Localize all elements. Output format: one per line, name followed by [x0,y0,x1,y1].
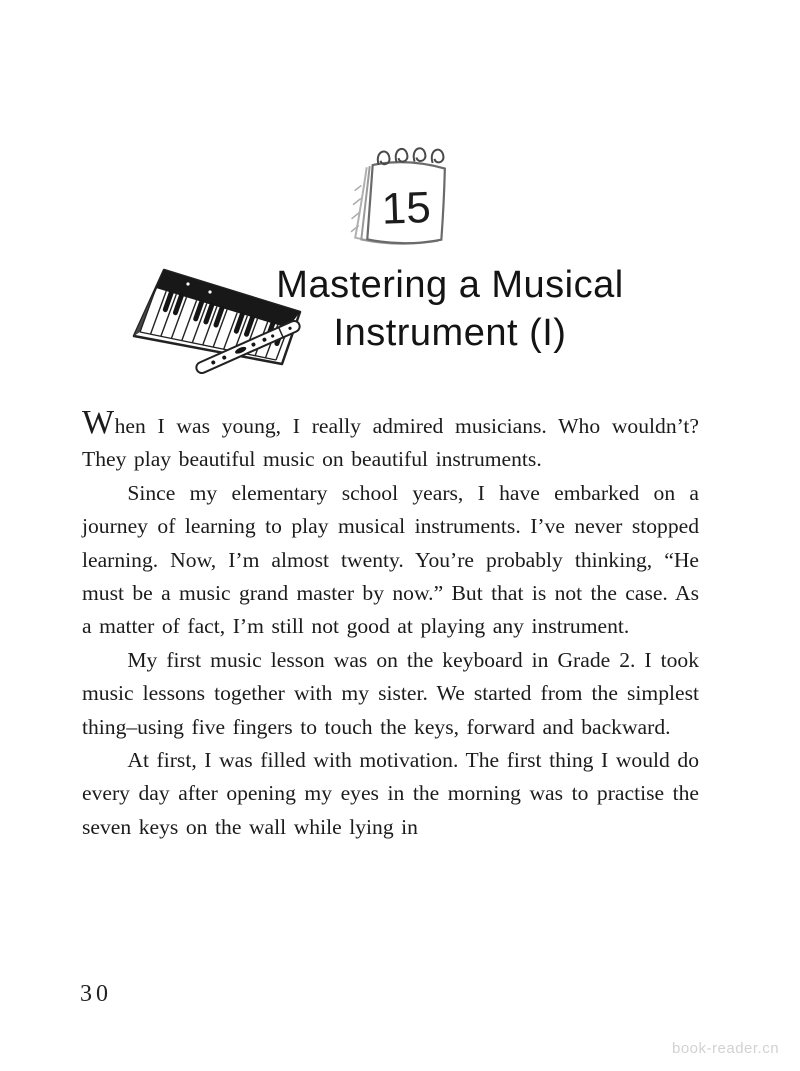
lesson-title [248,261,652,357]
paragraph-1-text: hen I was young, I really admired musicians. Who wouldn’t? They play beautiful music on beautiful instruments. [82,414,699,472]
calendar-icon [338,142,468,260]
page-number: 30 [80,981,112,1007]
lesson-text [82,404,699,844]
drop-cap: W [82,404,115,441]
paragraph-3: My first music lesson was on the keyboard in Grade 2. I took music lessons together with my sister. We started from the simplest thing–using five fingers to touch the keys, forward and backward. [82,647,699,739]
lesson-number: 15 [380,183,432,234]
watermark: book-reader.cn [672,1040,780,1057]
paragraph-2: Since my elementary school years, I have embarked on a journey of learning to play musical instruments. I’ve never stopped learning. Now, I’m almost twenty. You’re probably thinking, “He must be a music grand master by now.” But that is not the case. As a matter of fact, I’m still not good at playing any instrument. [82,480,699,639]
lesson-title-line2: Instrument (I) [333,312,567,354]
paragraph-4: At first, I was filled with motivation. The first thing I would do every day after opening my eyes in the morning was to practise the seven keys on the wall while lying in [82,748,699,839]
paragraph-1 [82,404,699,477]
lesson-title-line1: Mastering a Musical [276,264,624,306]
